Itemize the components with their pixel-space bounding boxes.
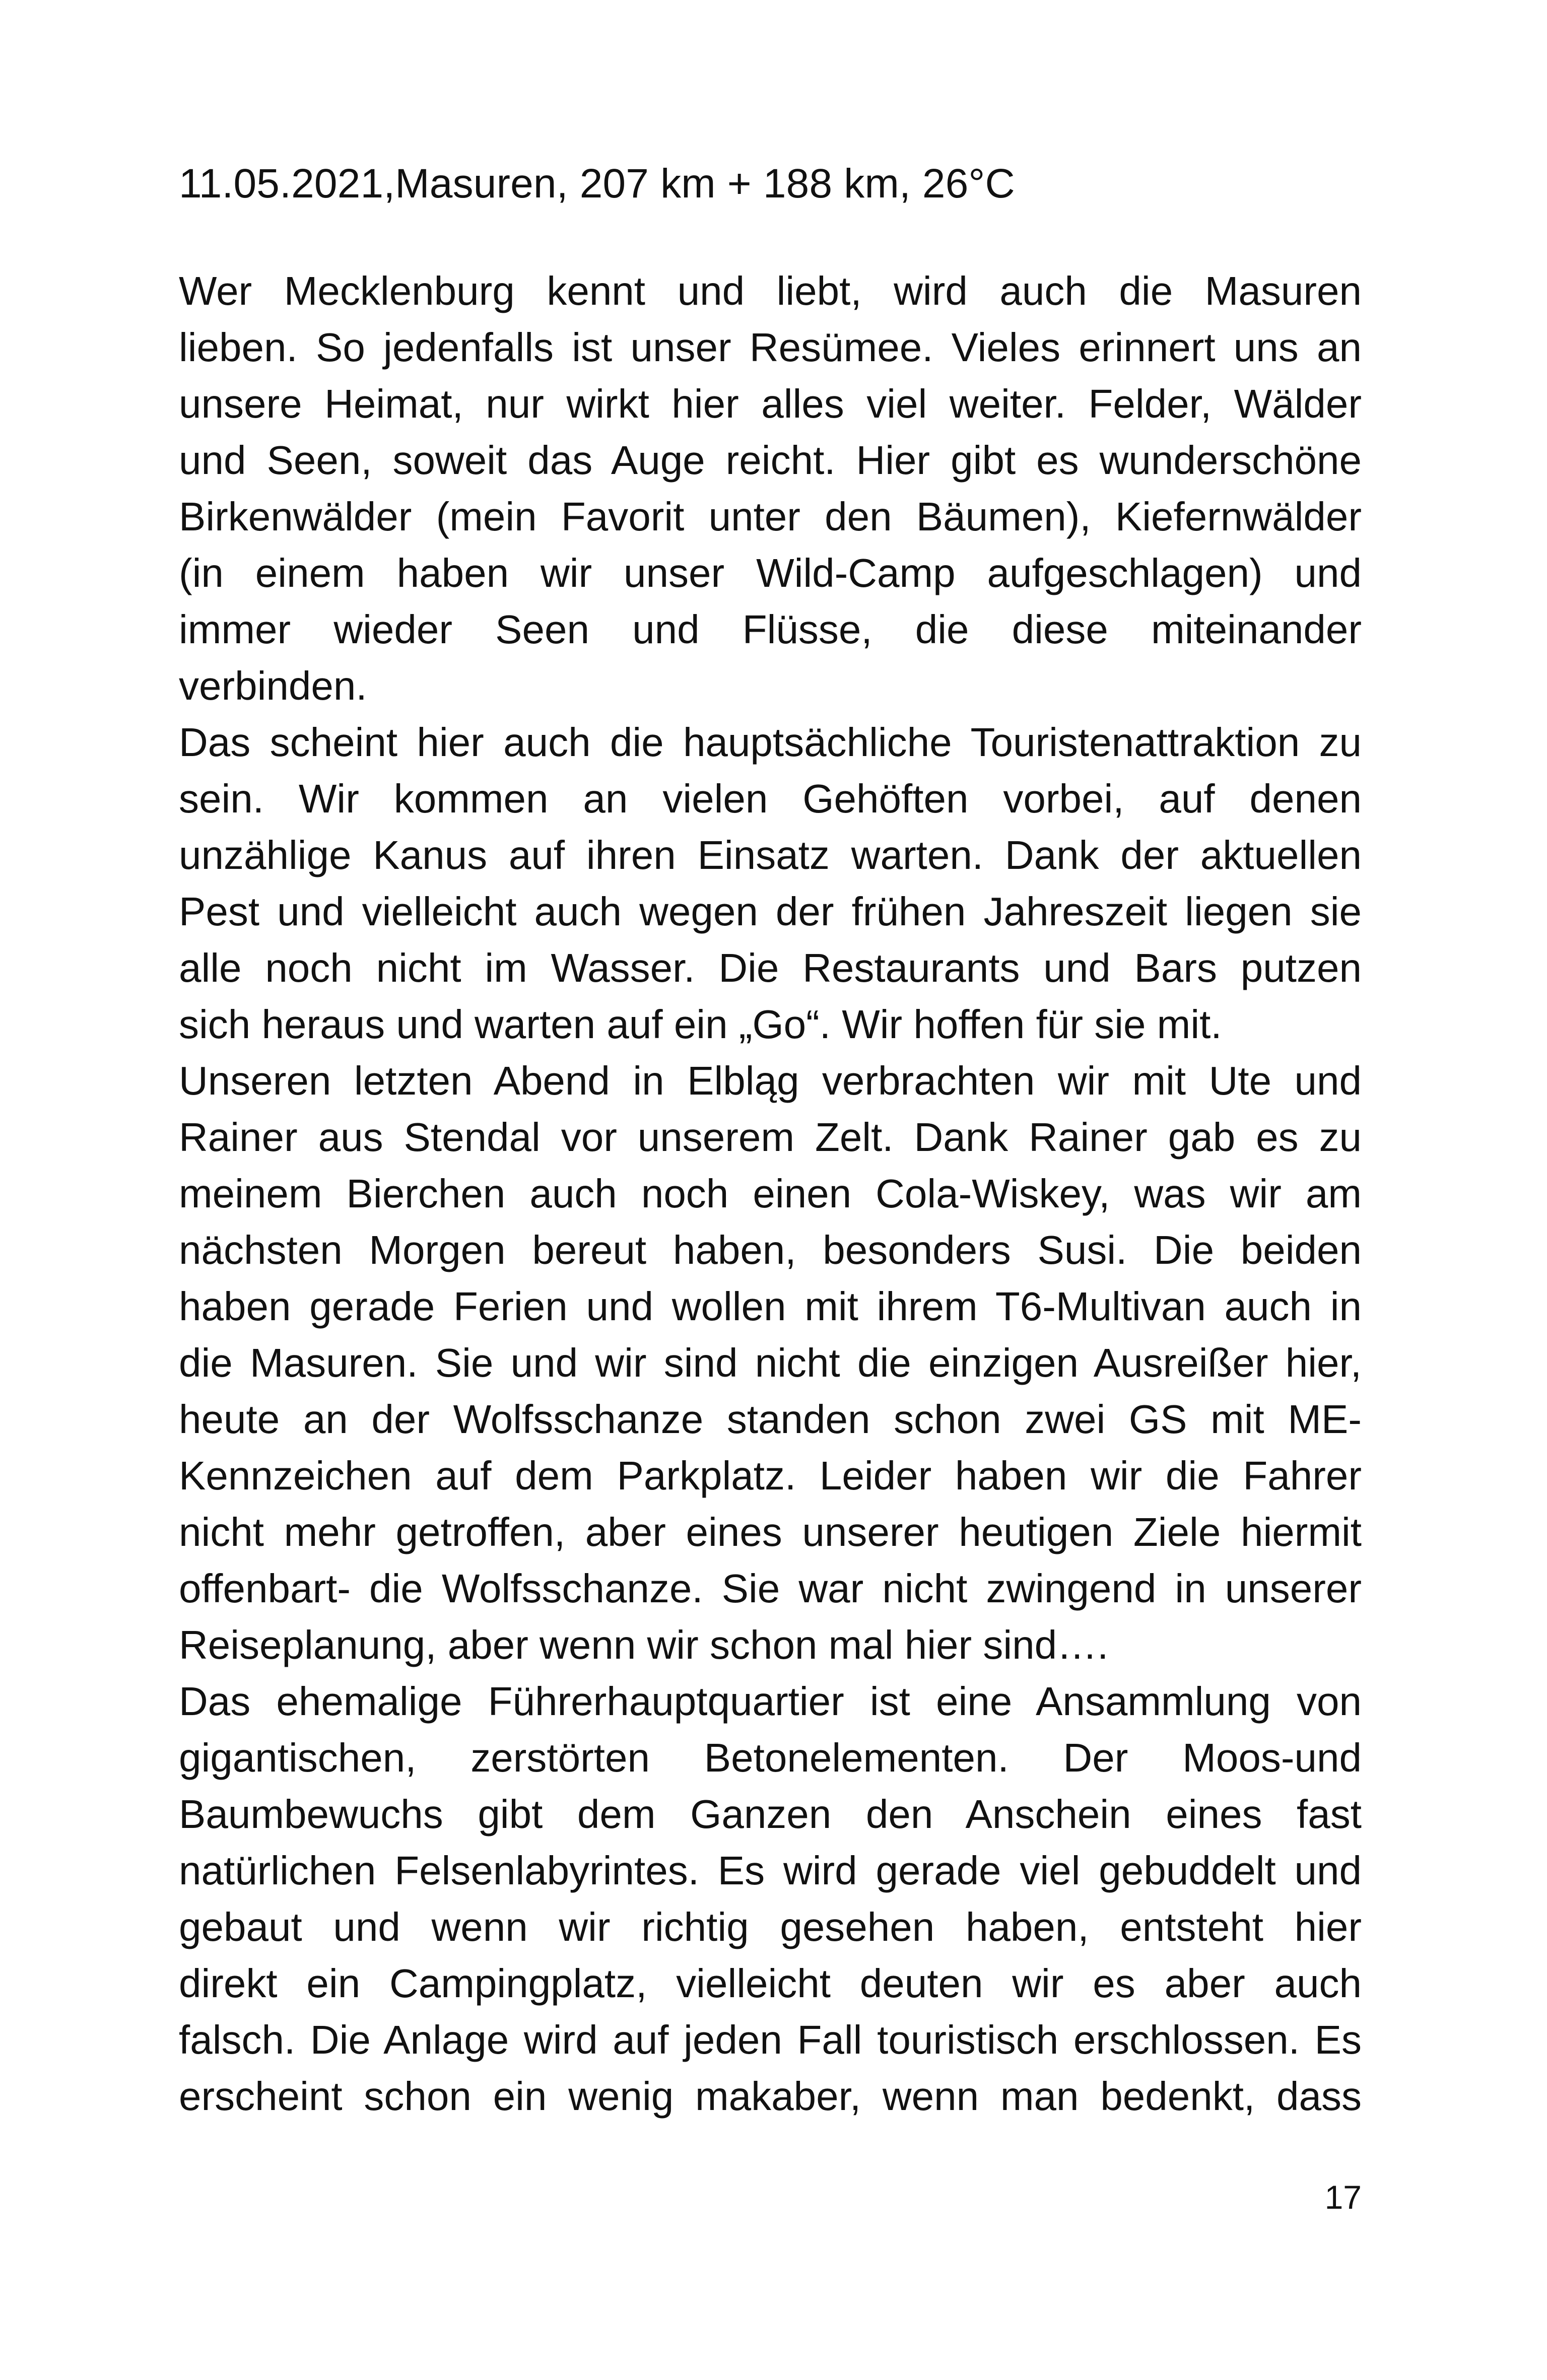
text-line: Baumbewuchs gibt dem Ganzen den Anschein eines fast xyxy=(179,1792,1362,1837)
text-line: gebaut und wenn wir richtig gesehen haben, entsteht hier xyxy=(179,1905,1362,1949)
text-line: Unseren letzten Abend in Elbląg verbrachten wir mit Ute und xyxy=(179,1058,1362,1103)
text-line: unsere Heimat, nur wirkt hier alles viel weiter. Felder, Wälder xyxy=(179,381,1362,426)
text-line: nächsten Morgen bereut haben, besonders Susi. Die beiden xyxy=(179,1228,1362,1272)
text-line: haben gerade Ferien und wollen mit ihrem T6-Multivan auch in xyxy=(179,1284,1362,1329)
text-line: sich heraus und warten auf ein „Go“. Wir hoffen für sie mit. xyxy=(179,1002,1222,1047)
text-line: die Masuren. Sie und wir sind nicht die einzigen Ausreißer hier, xyxy=(179,1340,1362,1385)
text-line: offenbart- die Wolfsschanze. Sie war nicht zwingend in unserer xyxy=(179,1566,1362,1611)
entry-heading: 11.05.2021,Masuren, 207 km + 188 km, 26°C xyxy=(179,161,1015,207)
text-line: natürlichen Felsenlabyrintes. Es wird gerade viel gebuddelt und xyxy=(179,1848,1362,1893)
text-line: Pest und vielleicht auch wegen der frühen Jahreszeit liegen sie xyxy=(179,889,1362,934)
text-line: sein. Wir kommen an vielen Gehöften vorbei, auf denen xyxy=(179,776,1362,821)
text-line: unzählige Kanus auf ihren Einsatz warten. Dank der aktuellen xyxy=(179,833,1362,877)
text-line: nicht mehr getroffen, aber eines unserer heutigen Ziele hiermit xyxy=(179,1510,1362,1554)
body-text xyxy=(179,263,1362,2125)
text-line: Das scheint hier auch die hauptsächliche Touristenattraktion zu xyxy=(179,720,1362,765)
text-line: Rainer aus Stendal vor unserem Zelt. Dank Rainer gab es zu xyxy=(179,1115,1362,1160)
text-line: heute an der Wolfsschanze standen schon zwei GS mit ME- xyxy=(179,1397,1362,1442)
text-line: lieben. So jedenfalls ist unser Resümee. Vieles erinnert uns an xyxy=(179,325,1362,370)
text-line: immer wieder Seen und Flüsse, die diese miteinander xyxy=(179,607,1362,652)
text-line: verbinden. xyxy=(179,663,367,708)
text-line: meinem Bierchen auch noch einen Cola-Wiskey, was wir am xyxy=(179,1171,1362,1216)
text-line: gigantischen, zerstörten Betonelementen. Der Moos-und xyxy=(179,1735,1362,1780)
text-line: Kennzeichen auf dem Parkplatz. Leider haben wir die Fahrer xyxy=(179,1453,1362,1498)
text-line: und Seen, soweit das Auge reicht. Hier gibt es wunderschöne xyxy=(179,438,1362,483)
text-line: Reiseplanung, aber wenn wir schon mal hier sind…. xyxy=(179,1622,1109,1667)
text-line: Wer Mecklenburg kennt und liebt, wird auch die Masuren xyxy=(179,268,1362,313)
text-line: falsch. Die Anlage wird auf jeden Fall touristisch erschlossen. Es xyxy=(179,2017,1362,2062)
text-line: erscheint schon ein wenig makaber, wenn man bedenkt, dass xyxy=(179,2074,1362,2119)
text-line: direkt ein Campingplatz, vielleicht deuten wir es aber auch xyxy=(179,1961,1362,2006)
text-line: Birkenwälder (mein Favorit unter den Bäumen), Kiefernwälder xyxy=(179,494,1362,539)
page-number: 17 xyxy=(1324,2179,1362,2216)
text-line: Das ehemalige Führerhauptquartier ist eine Ansammlung von xyxy=(179,1679,1362,1724)
text-line: alle noch nicht im Wasser. Die Restaurants und Bars putzen xyxy=(179,945,1362,990)
text-line: (in einem haben wir unser Wild-Camp aufgeschlagen) und xyxy=(179,551,1362,595)
